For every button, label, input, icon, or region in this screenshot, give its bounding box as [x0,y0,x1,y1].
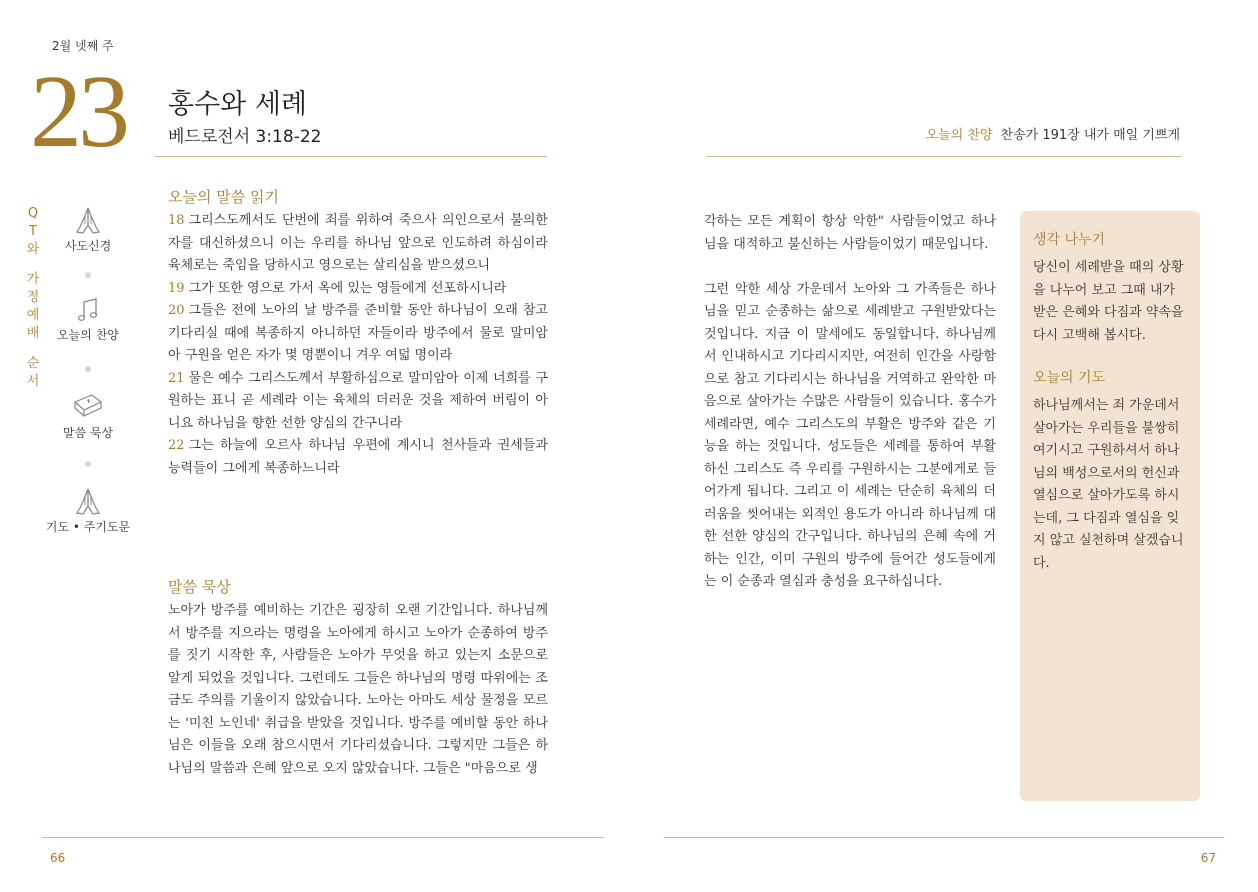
order-item-label: 기도 • 주기도문 [45,520,131,534]
separator-dot [85,461,91,467]
verse-19: 19 그가 또한 영으로 가서 옥에 있는 영들에게 선포하시니라 [168,280,507,296]
order-item-creed [33,205,143,254]
scripture-reference: 베드로전서 3:18-22 [168,127,322,147]
hymn-line [926,124,1180,143]
footer-divider-left [42,837,604,838]
meditation-paragraph: 각하는 모든 계획이 항상 악한" 사람들이었고 하나님을 대적하고 불신하는 사람들이었기 때문입니다. [704,214,996,252]
verse-20: 20 그들은 전에 노아의 날 방주를 준비할 동안 하나님이 오래 참고 기다리실 때에 복종하지 아니하던 자들이라 방주에서 물로 말미암아 구원을 얻은 자가 몇 명뿐이니 겨우 여덟 명이라 [168,303,548,363]
verse-list [168,210,548,480]
order-item-prayer [33,486,143,535]
week-label: 2월 넷째 주 [52,39,114,53]
prayer-heading: 오늘의 기도 [1033,370,1106,386]
meditation-continued [704,211,996,594]
separator-dot [85,366,91,372]
vertical-section-title: Q T 와 가 정 예 배 순 서 [26,206,40,389]
praying-hands-icon [74,205,102,235]
verse-18: 18 그리스도께서도 단번에 죄를 위하여 죽으사 의인으로서 불의한 자를 대신하셨으니 이는 우리를 하나님 앞으로 인도하려 하심이라 육체로는 죽임을 당하시고 영으로는 살리심을 받으셨으니 [168,213,548,273]
meditation-text: 노아가 방주를 예비하는 기간은 굉장히 오랜 기간입니다. 하나님께서 방주를 지으라는 명령을 노아에게 하시고 노아가 순종하여 방주를 짓기 시작한 후, 사람들은 노아가 무엇을 하고 있는지 소문으로 알게 되었을 것입니다. 그런데도 그들은 하나님의 명령 따위에는 조금도 주의를 기울이지 않았습니다. 노아는 아마도 세상 물정을 모르는 '미친 노인네' 취급을 받았을 것입니다. 방주를 예비할 동안 하나님은 이들을 오래 참으시면서 기다리셨습니다. 그렇지만 그들은 하나님의 말씀과 은혜 앞으로 오지 않았습니다. 그들은 "마음으로 생 [168,603,548,776]
page-title: 홍수와 세례 [168,89,307,120]
meditation-heading: 말씀 묵상 [168,578,231,596]
page-number-right: 67 [1200,851,1216,865]
order-item-label: 말씀 묵상 [62,426,114,440]
day-number: 23 [30,54,126,169]
hymn-label: 오늘의 찬양 [925,128,993,143]
header-divider-right [706,156,1181,157]
praying-hands-icon [74,486,102,516]
reflection-box [1020,211,1200,801]
footer-divider-right [664,837,1224,838]
hymn-title: 찬송가 191장 내가 매일 기쁘게 [1000,128,1180,143]
order-item-label: 사도신경 [64,239,112,253]
share-heading: 생각 나누기 [1033,232,1106,248]
separator-dot [85,272,91,278]
order-item-label: 오늘의 찬양 [57,328,119,342]
reading-heading: 오늘의 말씀 읽기 [168,188,279,206]
share-text: 당신이 세례받을 때의 상황을 나누어 보고 그때 내가 받은 은혜와 다짐과 약속을 다시 고백해 봅시다. [1033,260,1184,343]
bible-icon [72,392,104,422]
header-divider-left [155,156,547,157]
music-note-icon [74,296,102,324]
order-item-meditation [33,392,143,441]
order-item-hymn [33,296,143,343]
verse-21: 21 물은 예수 그리스도께서 부활하심으로 말미암아 이제 너희를 구원하는 표니 곧 세례라 이는 육체의 더러운 것을 제하여 버림이 아니요 하나님을 향한 선한 양심의 간구니라 [168,370,548,431]
prayer-text: 하나님께서는 죄 가운데서 살아가는 우리들을 불쌍히 여기시고 구원하셔서 하나님의 백성으로서의 헌신과 열심으로 살아가도록 하시는데, 그 다짐과 열심을 잊지 않고 실천하며 살겠습니다. [1033,398,1184,571]
verse-22: 22 그는 하늘에 오르사 하나님 우편에 계시니 천사들과 권세들과 능력들이 그에게 복종하느니라 [168,438,548,476]
meditation-paragraph: 그런 악한 세상 가운데서 노아와 그 가족들은 하나님을 믿고 순종하는 삶으로 세례받고 구원받았다는 것입니다. 지금 이 말세에도 동일합니다. 하나님께서 인내하시고 기다리시지만, 여전히 인간을 사랑함으로 참고 기다리시는 하나님을 거역하고 완악한 마음으로 살아가는 수많은 사람들이 있습니다. 홍수가 세례라면, 예수 그리스도의 부활은 방주와 같은 기능을 하는 것입니다. 성도들은 세례를 통하여 부활하신 그리스도 즉 우리를 구원하시는 그분에게로 들어가게 됩니다. 그리고 이 세례는 단순히 육체의 더러움을 씻어내는 외적인 용도가 아니라 하나님께 대한 선한 양심의 간구입니다. 하나님의 은혜 속에 거하는 인간, 이미 구원의 방주에 들어간 성도들에게는 이 순종과 열심과 충성을 요구하십니다. [704,281,996,589]
page-number-left: 66 [50,851,66,865]
